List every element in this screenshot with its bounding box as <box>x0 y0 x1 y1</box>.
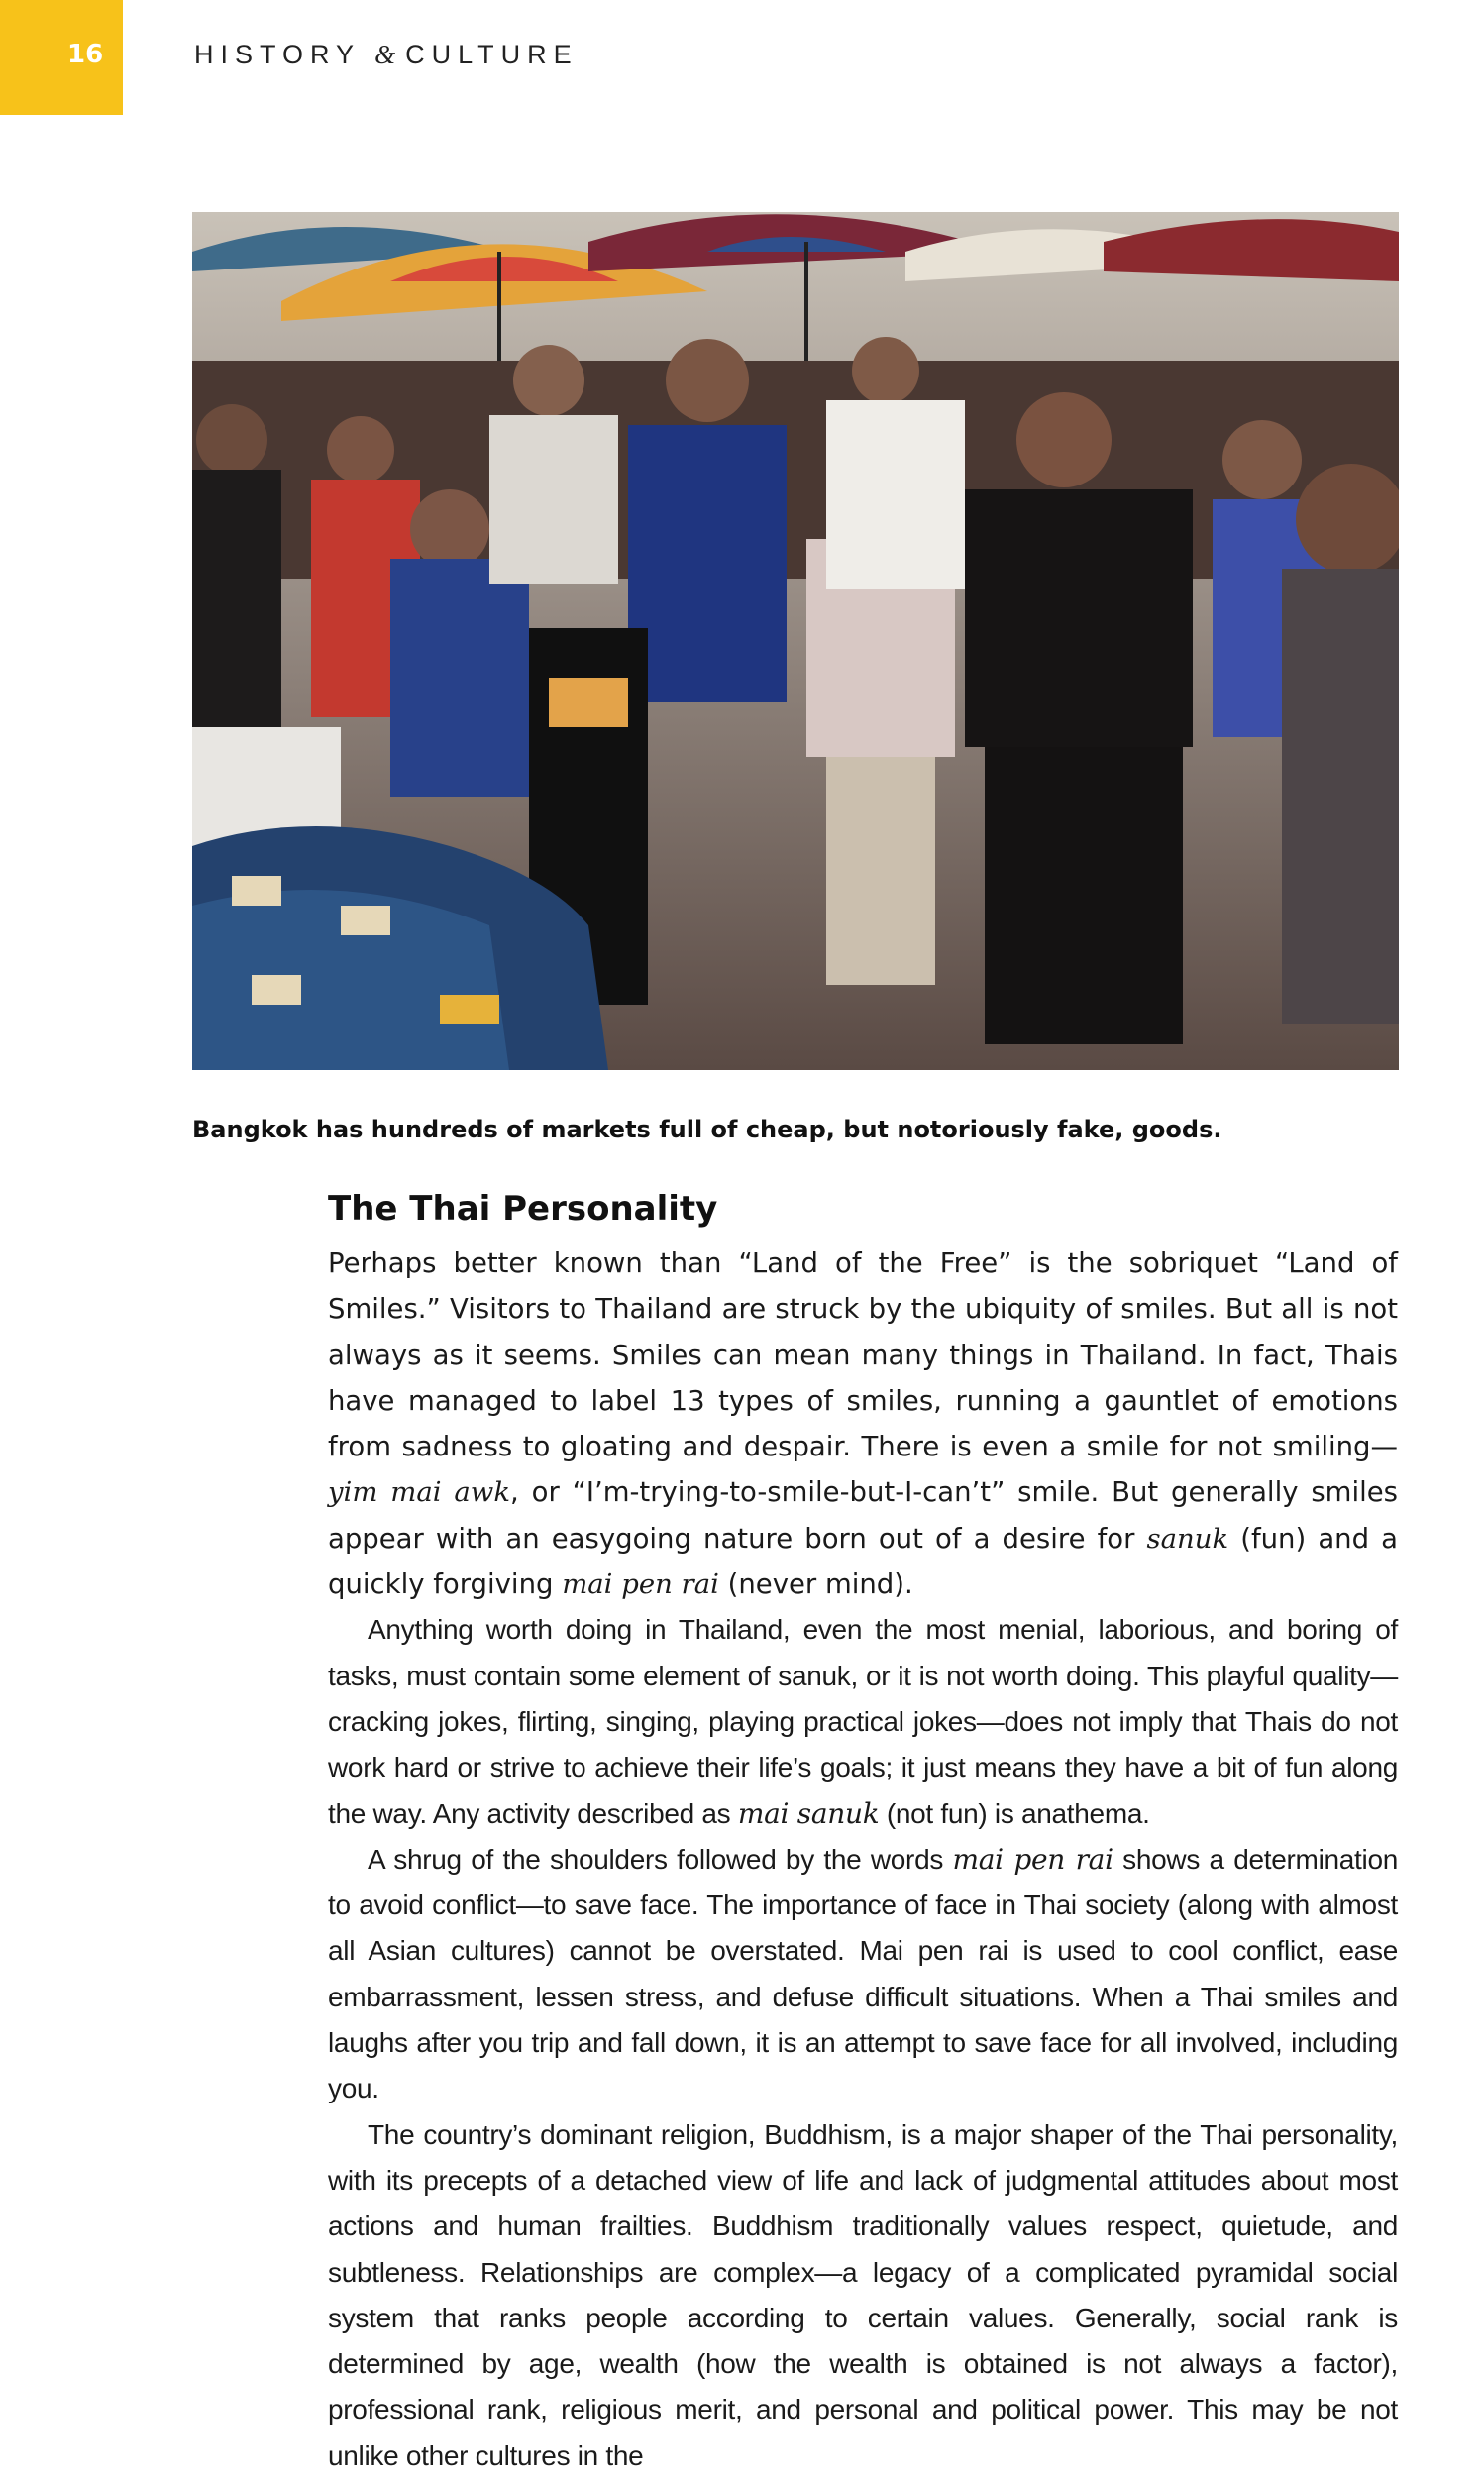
p3-term-mai-pen-rai: mai pen rai <box>952 1842 1113 1876</box>
p1-text-3: (fun) and a quickly forgiving <box>328 1522 1398 1601</box>
p3-text-2: shows a determination to avoid conflict—to save face. The importance of face in Thai society (along with almost all Asian cultures) cannot be overstated. Mai pen rai is used to cool conflict, ease embarrassment, lessen stress, and defuse difficult situations. When a Thai smiles and laughs after you trip and fall down, it is an attempt to save face for all involved, including you. <box>328 1843 1398 2104</box>
p2-text-2: (not fun) is anathema. <box>879 1797 1150 1829</box>
p3-text-1: A shrug of the shoulders followed by the words <box>368 1843 953 1875</box>
paragraph-3 <box>328 1837 1398 2112</box>
p4-text-1: The country’s dominant religion, Buddhism, is a major shaper of the Thai personality, with its precepts of a detached view of life and lack of judgmental attitudes about most actions and human frailties. Buddhism traditionally values respect, quietude, and subtleness. Relationships are complex—a legacy of a complicated pyramidal social system that ranks people according to certain values. Generally, social rank is determined by age, wealth (how the wealth is obtained is not always a factor), professional rank, religious merit, and personal and political power. This may be not unlike other cultures in the <box>328 2118 1398 2471</box>
p1-text-1: Perhaps better known than “Land of the Free” is the sobriquet “Land of Smiles.” Visitors to Thailand are struck by the ubiquity of smiles. But all is not always as it seems. Smiles can mean many things in Thailand. In fact, Thais have managed to label 13 types of smiles, running a gauntlet of emotions from sadness to gloating and despair. There is even a smile for not smiling— <box>328 1247 1398 1463</box>
paragraph-2 <box>328 1607 1398 1836</box>
paragraph-4 <box>328 2112 1398 2479</box>
paragraph-1 <box>328 1240 1398 1607</box>
page-number: 16 <box>67 40 104 69</box>
page-number-tab <box>0 0 123 115</box>
p2-text-1: Anything worth doing in Thailand, even the most menial, laborious, and boring of tasks, must contain some element of sanuk, or it is not worth doing. This playful quality—cracking jokes, flirting, singing, playing practical jokes—does not imply that Thais do not work hard or strive to achieve their life’s goals; it just means they have a bit of fun along the way. Any activity described as <box>328 1614 1398 1829</box>
running-head-left: HISTORY <box>194 40 361 69</box>
running-head-right: CULTURE <box>405 40 579 69</box>
market-photo <box>192 212 1399 1070</box>
p1-text-4: (never mind). <box>718 1568 913 1601</box>
running-head <box>194 40 579 70</box>
running-head-ampersand: & <box>374 40 396 69</box>
p1-term-yim-mai-awk: yim mai awk <box>328 1476 511 1509</box>
p2-term-mai-sanuk: mai sanuk <box>737 1796 880 1830</box>
p1-term-sanuk: sanuk <box>1146 1522 1229 1555</box>
section-heading: The Thai Personality <box>328 1189 718 1229</box>
article-body <box>328 1240 1398 2479</box>
market-photo-illustration <box>192 212 1399 1070</box>
p1-term-mai-pen-rai: mai pen rai <box>562 1568 719 1601</box>
p1-text-2: , or “I’m-trying-to-smile-but-I-can’t” smile. But generally smiles appear with an easygoing nature born out of a desire for <box>328 1476 1398 1555</box>
photo-caption: Bangkok has hundreds of markets full of cheap, but notoriously fake, goods. <box>192 1116 1222 1143</box>
